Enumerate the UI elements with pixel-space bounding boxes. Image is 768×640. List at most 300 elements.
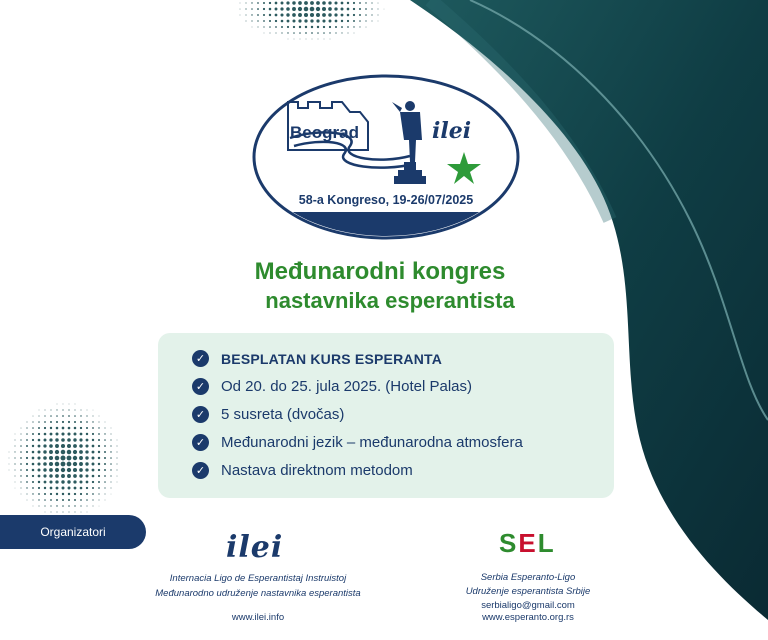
halftone-dot xyxy=(15,482,16,483)
halftone-dot xyxy=(67,462,72,467)
halftone-dot xyxy=(328,13,331,16)
halftone-dot xyxy=(86,487,88,489)
halftone-dot xyxy=(104,469,106,471)
halftone-dot xyxy=(384,9,385,10)
halftone-dot xyxy=(67,480,70,483)
halftone-dot xyxy=(85,444,88,447)
halftone-dot xyxy=(79,468,83,472)
organizers-badge: Organizatori xyxy=(0,515,146,549)
halftone-dot xyxy=(280,7,283,10)
halftone-dot xyxy=(68,493,70,495)
halftone-dot xyxy=(39,410,40,411)
heading-line-1: Međunarodni kongres xyxy=(254,258,506,285)
halftone-dot xyxy=(111,434,112,435)
halftone-dot xyxy=(334,13,337,16)
ilei-website[interactable]: www.ilei.info xyxy=(231,612,285,623)
halftone-dot xyxy=(330,39,331,40)
halftone-dot xyxy=(323,26,325,28)
halftone-dot xyxy=(20,451,22,453)
halftone-dot xyxy=(275,26,277,28)
halftone-dot xyxy=(85,462,88,465)
halftone-dot xyxy=(328,7,332,11)
halftone-dot xyxy=(68,487,71,490)
halftone-dot xyxy=(56,499,58,501)
halftone-dot xyxy=(32,457,35,460)
halftone-dot xyxy=(263,26,264,27)
halftone-dot xyxy=(275,20,277,22)
halftone-dot xyxy=(98,463,100,465)
halftone-dot xyxy=(21,494,22,495)
halftone-dot xyxy=(245,8,246,9)
halftone-dot xyxy=(44,439,47,442)
ilei-name-line-2: Međunarodno udruženje nastavnika esperantista xyxy=(155,588,361,599)
halftone-dot xyxy=(341,26,343,28)
halftone-dot xyxy=(110,469,111,470)
halftone-dot xyxy=(263,2,265,4)
heading-line-2: nastavnika esperantista xyxy=(265,288,515,313)
halftone-dot xyxy=(74,505,75,506)
halftone-dot xyxy=(110,439,111,440)
halftone-dot xyxy=(50,433,53,436)
halftone-dot xyxy=(240,3,241,4)
halftone-dot xyxy=(73,450,77,454)
halftone-dot xyxy=(304,7,309,12)
halftone-dot xyxy=(92,481,94,483)
halftone-dot xyxy=(281,20,284,23)
halftone-dot xyxy=(281,26,283,28)
halftone-dot xyxy=(322,1,326,5)
halftone-dot xyxy=(38,481,40,483)
halftone-dot xyxy=(378,21,379,22)
halftone-dot xyxy=(73,480,76,483)
halftone-dot xyxy=(86,505,87,506)
halftone-dot xyxy=(61,456,66,461)
halftone-dot xyxy=(341,8,344,11)
halftone-dot xyxy=(104,439,106,441)
halftone-dot xyxy=(44,427,46,429)
halftone-dot xyxy=(43,456,47,460)
halftone-dot xyxy=(86,415,87,416)
halftone-dot xyxy=(14,475,15,476)
halftone-dot xyxy=(257,8,259,10)
halftone-dot xyxy=(79,462,83,466)
halftone-dot xyxy=(26,469,28,471)
halftone-dot xyxy=(73,438,76,441)
halftone-dot xyxy=(92,433,94,435)
halftone-dot xyxy=(281,2,284,5)
halftone-dot xyxy=(335,20,338,23)
halftone-dot xyxy=(269,20,271,22)
halftone-dot xyxy=(49,474,52,477)
halftone-dot xyxy=(371,14,372,15)
halftone-dot xyxy=(98,421,99,422)
halftone-dot xyxy=(49,468,53,472)
halftone-dot xyxy=(38,487,40,489)
halftone-dot xyxy=(74,433,77,436)
halftone-dot xyxy=(110,481,111,482)
halftone-dot xyxy=(116,457,117,458)
halftone-dot xyxy=(92,469,95,472)
halftone-dot xyxy=(61,480,64,483)
halftone-dots-left xyxy=(0,395,130,525)
halftone-dot xyxy=(371,8,372,9)
halftone-dot xyxy=(32,445,34,447)
halftone-dot xyxy=(38,433,40,435)
halftone-dot xyxy=(98,457,100,459)
halftone-dot xyxy=(257,20,258,21)
halftone-dot xyxy=(86,481,89,484)
halftone-dot xyxy=(14,445,15,446)
feature-item xyxy=(192,434,523,451)
halftone-dot xyxy=(73,444,77,448)
halftone-dot xyxy=(92,421,93,422)
halftone-dot xyxy=(304,19,307,22)
halftone-dot xyxy=(310,1,314,5)
halftone-dot xyxy=(378,9,379,10)
feature-label: Od 20. do 25. jula 2025. (Hotel Palas) xyxy=(221,378,472,395)
halftone-dot xyxy=(354,33,355,34)
halftone-dot xyxy=(62,505,64,507)
halftone-dot xyxy=(293,32,295,34)
halftone-dot xyxy=(87,512,88,513)
halftone-dot xyxy=(43,462,47,466)
halftone-dot xyxy=(26,457,28,459)
features-panel xyxy=(158,333,614,498)
halftone-dot xyxy=(353,2,355,4)
halftone-dot xyxy=(287,20,290,23)
halftone-dot xyxy=(81,512,82,513)
halftone-dot xyxy=(80,427,82,429)
halftone-dot xyxy=(79,474,82,477)
halftone-dot xyxy=(322,7,326,11)
halftone-dot xyxy=(55,456,60,461)
halftone-dot xyxy=(104,481,106,483)
halftone-dot xyxy=(80,409,81,410)
halftone-dot xyxy=(61,438,65,442)
halftone-dot xyxy=(37,462,40,465)
halftone-dot xyxy=(61,432,64,435)
halftone-dot xyxy=(43,444,46,447)
halftone-dot xyxy=(329,20,332,23)
halftone-dot xyxy=(44,493,46,495)
halftone-dot xyxy=(104,463,106,465)
halftone-dot xyxy=(38,475,41,478)
halftone-dot xyxy=(44,499,46,501)
halftone-dot xyxy=(257,26,258,27)
halftone-dot xyxy=(9,452,10,453)
halftone-dot xyxy=(359,8,361,10)
halftone-dot xyxy=(99,416,100,417)
halftone-dot xyxy=(20,487,21,488)
halftone-dot xyxy=(67,432,70,435)
halftone-dot xyxy=(86,427,88,429)
halftone-dot xyxy=(305,32,307,34)
halftone-dot xyxy=(69,404,70,405)
halftone-dot xyxy=(304,13,308,17)
halftone-dot xyxy=(275,32,276,33)
halftone-dot xyxy=(51,512,52,513)
sel-website[interactable]: www.esperanto.org.rs xyxy=(482,612,574,623)
halftone-dot xyxy=(26,439,28,441)
halftone-dot xyxy=(44,481,47,484)
halftone-dot xyxy=(110,463,112,465)
halftone-dot xyxy=(347,14,350,17)
halftone-dot xyxy=(32,439,34,441)
halftone-dot xyxy=(67,474,71,478)
halftone-dot xyxy=(63,404,64,405)
halftone-dot xyxy=(55,462,59,466)
ilei-logo: ilei xyxy=(226,530,284,565)
halftone-dot xyxy=(286,1,289,4)
halftone-dot xyxy=(269,26,271,28)
halftone-dot xyxy=(311,26,313,28)
halftone-dot xyxy=(305,26,307,28)
halftone-dot xyxy=(75,512,76,513)
halftone-dot xyxy=(80,505,81,506)
halftone-dot xyxy=(49,444,53,448)
halftone-dot xyxy=(316,13,320,17)
halftone-dot xyxy=(26,445,28,447)
halftone-dot xyxy=(334,7,337,10)
halftone-dot xyxy=(353,14,355,16)
halftone-dot xyxy=(73,468,77,472)
halftone-dot xyxy=(38,421,40,423)
halftone-dot xyxy=(37,450,40,453)
halftone-dots-top xyxy=(225,0,395,70)
halftone-dot xyxy=(32,487,34,489)
halftone-dot xyxy=(365,20,366,21)
halftone-dot xyxy=(324,39,325,40)
halftone-dot xyxy=(251,2,252,3)
halftone-dot xyxy=(93,410,94,411)
halftone-dot xyxy=(359,14,361,16)
halftone-dot xyxy=(56,487,59,490)
sel-name-line-2: Udruženje esperantista Srbije xyxy=(465,586,591,597)
halftone-dot xyxy=(98,499,99,500)
halftone-dot xyxy=(378,3,379,4)
halftone-dot xyxy=(110,475,111,476)
halftone-dot xyxy=(32,421,33,422)
halftone-dot xyxy=(328,1,331,4)
halftone-dot xyxy=(318,39,319,40)
halftone-dot xyxy=(322,19,325,22)
halftone-dot xyxy=(310,19,313,22)
halftone-dot xyxy=(67,456,72,461)
halftone-dot xyxy=(98,481,100,483)
halftone-dot xyxy=(79,444,82,447)
halftone-dot xyxy=(280,13,283,16)
halftone-dot xyxy=(341,32,342,33)
halftone-dot xyxy=(371,2,372,3)
halftone-dot xyxy=(33,506,34,507)
halftone-dot xyxy=(359,20,361,22)
halftone-dot xyxy=(20,481,21,482)
halftone-dot xyxy=(50,487,53,490)
halftone-dot xyxy=(269,8,272,11)
halftone-dot xyxy=(38,493,40,495)
halftone-dot xyxy=(117,470,118,471)
halftone-dot xyxy=(98,445,100,447)
halftone-dot xyxy=(347,20,349,22)
halftone-dot xyxy=(110,445,111,446)
halftone-dot xyxy=(263,8,265,10)
halftone-dot xyxy=(98,469,100,471)
halftone-dot xyxy=(269,2,271,4)
halftone-dot xyxy=(286,13,289,16)
halftone-dot xyxy=(26,463,28,465)
sel-logo xyxy=(499,528,556,559)
halftone-dot xyxy=(49,438,52,441)
halftone-dot xyxy=(366,27,367,28)
halftone-dot xyxy=(26,475,28,477)
halftone-dot xyxy=(298,19,301,22)
halftone-dot xyxy=(79,480,82,483)
feature-label: 5 susreta (dvočas) xyxy=(221,406,345,423)
halftone-dot xyxy=(50,493,52,495)
halftone-dot xyxy=(341,20,343,22)
halftone-dot xyxy=(68,415,70,417)
halftone-dot xyxy=(104,427,105,428)
halftone-dot xyxy=(117,476,118,477)
halftone-dot xyxy=(292,1,295,4)
halftone-dot xyxy=(9,470,10,471)
halftone-dot xyxy=(275,8,278,11)
halftone-dot xyxy=(111,428,112,429)
halftone-dot xyxy=(55,444,59,448)
halftone-dot xyxy=(257,2,259,4)
sel-email[interactable]: serbialigo@gmail.com xyxy=(481,600,575,611)
halftone-dot xyxy=(15,488,16,489)
halftone-dot xyxy=(300,39,301,40)
halftone-dot xyxy=(56,427,59,430)
halftone-dot xyxy=(299,26,301,28)
halftone-dot xyxy=(39,506,40,507)
halftone-dot xyxy=(80,487,83,490)
halftone-dot xyxy=(92,487,94,489)
halftone-dot xyxy=(20,463,22,465)
halftone-dot xyxy=(68,505,70,507)
halftone-dot xyxy=(251,14,252,15)
halftone-dot xyxy=(252,27,253,28)
halftone-dot xyxy=(20,475,21,476)
halftone-dot xyxy=(316,7,320,11)
halftone-dot xyxy=(293,26,295,28)
logo-city: Beograd xyxy=(290,123,359,142)
halftone-dot xyxy=(33,416,34,417)
halftone-dot xyxy=(79,450,83,454)
halftone-dot xyxy=(110,451,111,452)
halftone-dot xyxy=(365,14,367,16)
halftone-dot xyxy=(92,439,94,441)
halftone-dot xyxy=(9,464,10,465)
feature-item xyxy=(192,350,442,367)
halftone-dot xyxy=(55,438,58,441)
halftone-dot xyxy=(310,13,314,17)
halftone-dot xyxy=(44,415,45,416)
halftone-dot xyxy=(26,451,28,453)
halftone-dot xyxy=(57,512,58,513)
halftone-dot xyxy=(92,457,95,460)
halftone-dot xyxy=(32,433,34,435)
halftone-dot xyxy=(55,480,58,483)
halftone-dot xyxy=(85,474,88,477)
halftone-dot xyxy=(378,15,379,16)
halftone-dot xyxy=(251,20,252,21)
halftone-dot xyxy=(104,433,105,434)
halftone-dot xyxy=(117,440,118,441)
sel-logo-e: E xyxy=(518,528,538,558)
halftone-dot xyxy=(92,427,94,429)
halftone-dot xyxy=(104,451,106,453)
halftone-dot xyxy=(341,14,344,17)
halftone-dot xyxy=(50,427,52,429)
halftone-dot xyxy=(286,7,290,11)
halftone-dot xyxy=(92,451,95,454)
halftone-dot xyxy=(61,468,65,472)
halftone-dot xyxy=(38,499,39,500)
halftone-dot xyxy=(288,39,289,40)
halftone-dot xyxy=(62,511,63,512)
halftone-dot xyxy=(38,439,41,442)
halftone-dot xyxy=(275,14,278,17)
halftone-dot xyxy=(32,475,34,477)
halftone-dot xyxy=(347,8,350,11)
halftone-dot xyxy=(304,1,308,5)
halftone-dot xyxy=(9,458,10,459)
halftone-dot xyxy=(32,427,34,429)
halftone-dot xyxy=(14,463,15,464)
halftone-dot xyxy=(251,8,253,10)
halftone-dot xyxy=(312,39,313,40)
feature-label: Nastava direktnom metodom xyxy=(221,462,413,479)
halftone-dot xyxy=(56,493,58,495)
halftone-dot xyxy=(74,493,76,495)
halftone-dot xyxy=(26,427,27,428)
halftone-dot xyxy=(20,439,21,440)
halftone-dot xyxy=(26,481,28,483)
halftone-dot xyxy=(246,21,247,22)
halftone-dot xyxy=(98,427,99,428)
halftone-dot xyxy=(32,499,33,500)
halftone-dot xyxy=(372,21,373,22)
halftone-dot xyxy=(365,8,367,10)
halftone-dot xyxy=(347,26,349,28)
halftone-dot xyxy=(263,14,265,16)
halftone-dot xyxy=(67,450,71,454)
halftone-dot xyxy=(98,487,100,489)
halftone-dot xyxy=(61,462,66,467)
halftone-dot xyxy=(74,487,77,490)
halftone-dot xyxy=(298,13,302,17)
halftone-dot xyxy=(61,474,65,478)
halftone-dot xyxy=(85,468,88,471)
halftone-dot xyxy=(98,433,100,435)
halftone-dot xyxy=(292,7,296,11)
halftone-dot xyxy=(38,445,41,448)
halftone-dot xyxy=(27,500,28,501)
halftone-dot xyxy=(334,1,337,4)
halftone-dot xyxy=(86,439,89,442)
halftone-dot xyxy=(105,500,106,501)
halftone-dot xyxy=(86,421,88,423)
check-circle-icon: ✓ xyxy=(192,406,209,423)
halftone-dot xyxy=(32,451,35,454)
halftone-dot xyxy=(257,14,259,16)
halftone-dot xyxy=(67,444,71,448)
halftone-dot xyxy=(292,19,295,22)
halftone-dot xyxy=(74,409,75,410)
halftone-dot xyxy=(56,415,58,417)
